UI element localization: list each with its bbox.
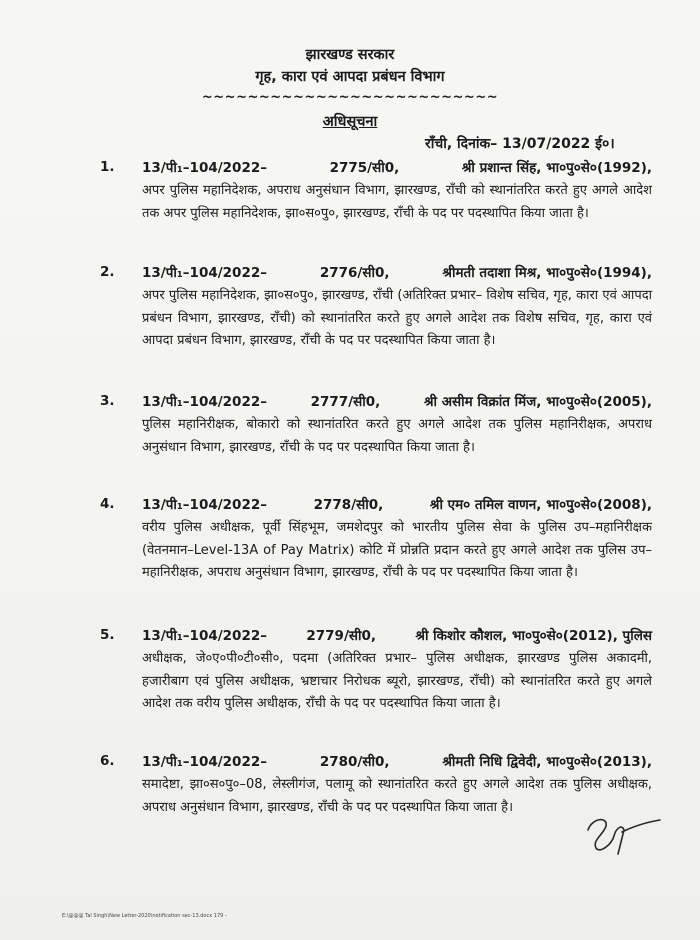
order-officer: श्री एम० तमिल वाणन, भा०पु०से०(2008),: [429, 497, 652, 513]
signature-stroke: [588, 820, 660, 854]
order-officer: श्रीमती तदाशा मिश्र, भा०पु०से०(1994),: [442, 265, 652, 281]
order-text: समादेष्टा, झा०स०पु०–08, लेस्लीगंज, पलामू को स्थानांतरित करते हुए अगले आदेश तक पुलिस अधीक्षक, अपराध अनुसंधान विभाग, झारखण्ड, राँची के पद पर पदस्थापित किया जाता है।: [142, 777, 652, 815]
order-text: अधीक्षक, जे०ए०पी०टी०सी०, पदमा (अतिरिक्त प्रभार– पुलिस अधीक्षक, झारखण्ड पुलिस अकादमी, हजारीबाग एवं पुलिस अधीक्षक, भ्रष्टाचार निरोधक ब्यूरो, झारखण्ड, राँची) को स्थानांतरित करते हुए अगले आदेश तक वरीय पुलिस अधीक्षक, राँची के पद पर पदस्थापित किया जाता है।: [142, 651, 652, 711]
order-memo: 2777/सी0,: [310, 394, 381, 410]
header-separator: ~~~~~~~~~~~~~~~~~~~~~~~~~~: [201, 90, 499, 105]
order-header-line: [142, 158, 652, 176]
order-officer: श्री किशोर कौशल, भा०पु०से०(2012), पुलिस: [415, 628, 652, 644]
order-memo: 2780/सी0,: [319, 754, 390, 770]
signature: [578, 800, 668, 860]
order-ref: 13/पी₁–104/2022–: [142, 754, 267, 770]
government-name: झारखण्ड सरकार: [305, 47, 395, 63]
order-header-line: [142, 626, 652, 644]
dateline: राँची, दिनांक– 13/07/2022 ई०।: [425, 136, 615, 152]
department-name: गृह, कारा एवं आपदा प्रबंधन विभाग: [255, 69, 445, 85]
order-number: 6.: [100, 753, 115, 769]
order-memo: 2776/सी0,: [319, 265, 390, 281]
order-number: 5.: [100, 627, 115, 643]
order-ref: 13/पी₁–104/2022–: [142, 265, 267, 281]
order-ref: 13/पी₁–104/2022–: [142, 628, 267, 644]
order-number: 2.: [100, 264, 115, 280]
order-text: वरीय पुलिस अधीक्षक, पूर्वी सिंहभूम, जमशेदपुर को भारतीय पुलिस सेवा के पुलिस उप–महानिरीक्षक (वेतनमान–Level-13A of Pay Matrix) कोटि में प्रोन्नति प्रदान करते हुए अगले आदेश तक पुलिस उप–महानिरीक्षक, अपराध अनुसंधान विभाग, झारखण्ड, राँची के पद पर पदस्थापित किया जाता है।: [142, 520, 652, 580]
order-text: पुलिस महानिरीक्षक, बोकारो को स्थानांतरित करते हुए अगले आदेश तक पुलिस महानिरीक्षक, अपराध अनुसंधान विभाग, झारखण्ड, राँची के पद पर पदस्थापित किया जाता है।: [142, 417, 652, 455]
notice-title-wrap: [0, 111, 700, 131]
order-memo: 2779/सी0,: [306, 628, 377, 644]
order-ref: 13/पी₁–104/2022–: [142, 160, 267, 176]
order-officer: श्रीमती निधि द्विवेदी, भा०पु०से०(2013),: [442, 754, 652, 770]
order-header-line: [142, 263, 652, 281]
order-memo: 2775/सी0,: [329, 160, 400, 176]
order-number: 1.: [100, 159, 115, 175]
order-ref: 13/पी₁–104/2022–: [142, 394, 267, 410]
order-header-line: [142, 392, 652, 410]
order-officer: श्री असीम विक्रांत मिंज, भा०पु०से०(2005),: [423, 394, 652, 410]
order-memo: 2778/सी0,: [313, 497, 384, 513]
order-officer: श्री प्रशान्त सिंह, भा०पु०से०(1992),: [461, 160, 652, 176]
order-ref: 13/पी₁–104/2022–: [142, 497, 267, 513]
notice-title: अधिसूचना: [322, 114, 378, 130]
order-header-line: [142, 495, 652, 513]
order-text: अपर पुलिस महानिदेशक, अपराध अनुसंधान विभाग, झारखण्ड, राँची को स्थानांतरित करते हुए अगले आदेश तक अपर पुलिस महानिदेशक, झा०स०पु०, झारखण्ड, राँची के पद पर पदस्थापित किया जाता है।: [142, 183, 652, 221]
order-number: 4.: [100, 496, 115, 512]
order-header-line: [142, 752, 652, 770]
file-path-footer: E:\@@@ Tal Singh\New Letter-2020\notification sec-13.docx 179 -: [62, 913, 227, 919]
order-number: 3.: [100, 393, 115, 409]
order-text: अपर पुलिस महानिदेशक, झा०स०पु०, झारखण्ड, राँची (अतिरिक्त प्रभार– विशेष सचिव, गृह, कारा एवं आपदा प्रबंधन विभाग, झारखण्ड, राँची) को स्थानांतरित करते हुए अगले आदेश तक विशेष सचिव, गृह, कारा एवं आपदा प्रबंधन विभाग, झारखण्ड, राँची के पद पर पदस्थापित किया जाता है।: [142, 288, 652, 348]
